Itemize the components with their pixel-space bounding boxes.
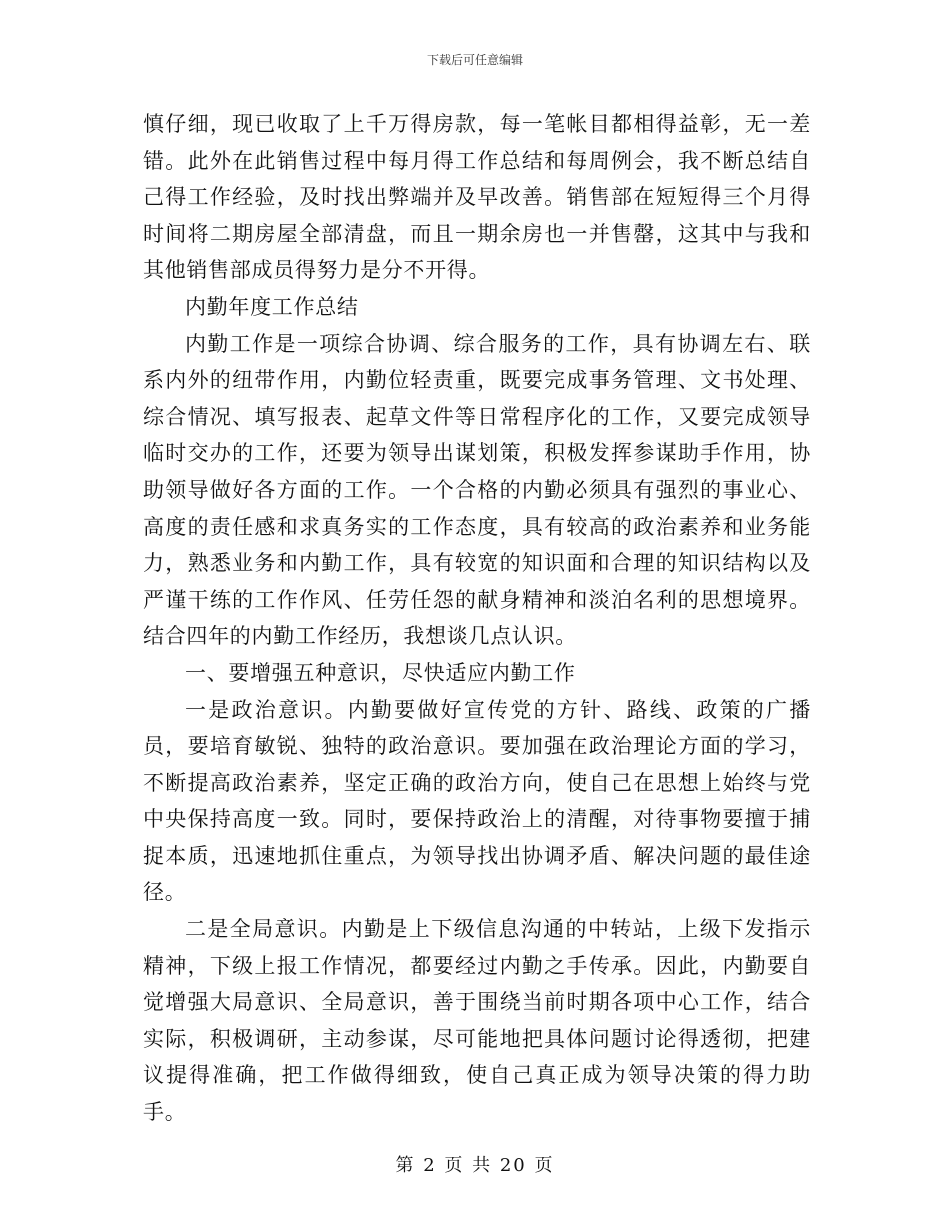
paragraph-political-awareness: 一是政治意识。内勤要做好宣传党的方针、路线、政策的广播员，要培育敏锐、独特的政治意识。要加强在政治理论方面的学习，不断提高政治素养，坚定正确的政治方向，使自己在思想上始终与党中央保持高度一致。同时，要保持政治上的清醒，对待事物要擅于捕捉本质，迅速地抓住重点，为领导找出协调矛盾、解决问题的最佳途径。 [143, 697, 811, 905]
paragraph-intro: 内勤工作是一项综合协调、综合服务的工作，具有协调左右、联系内外的纽带作用，内勤位轻责重，既要完成事务管理、文书处理、综合情况、填写报表、起草文件等日常程序化的工作，又要完成领导临时交办的工作，还要为领导出谋划策，积极发挥参谋助手作用，协助领导做好各方面的工作。一个合格的内勤必须具有强烈的事业心、高度的责任感和求真务实的工作态度，具有较高的政治素养和业务能力，熟悉业务和内勤工作，具有较宽的知识面和合理的知识结构以及严谨干练的工作作风、任劳任怨的献身精神和淡泊名利的思想境界。结合四年的内勤工作经历，我想谈几点认识。 [143, 331, 811, 649]
section-heading: 一、要增强五种意识，尽快适应内勤工作 [185, 660, 576, 685]
page-number: 第 2 页 共 20 页 [395, 1155, 555, 1176]
page-header: 下载后可任意编辑 [426, 53, 523, 67]
paragraph-overall-awareness: 二是全局意识。内勤是上下级信息沟通的中转站，上级下发指示精神，下级上报工作情况，都要经过内勤之手传承。因此，内勤要自觉增强大局意识、全局意识，善于围绕当前时期各项中心工作，结合实际，积极调研，主动参谋，尽可能地把具体问题讨论得透彻，把建议提得准确，把工作做得细致，使自己真正成为领导决策的得力助手。 [143, 917, 811, 1125]
body-text [143, 106, 811, 1131]
paragraph-continuation: 慎仔细，现已收取了上千万得房款，每一笔帐目都相得益彰，无一差错。此外在此销售过程中每月得工作总结和每周例会，我不断总结自己得工作经验，及时找出弊端并及早改善。销售部在短短得三个月得时间将二期房屋全部清盘，而且一期余房也一并售罄，这其中与我和其他销售部成员得努力是分不开得。 [143, 112, 811, 283]
section-title: 内勤年度工作总结 [185, 294, 359, 319]
